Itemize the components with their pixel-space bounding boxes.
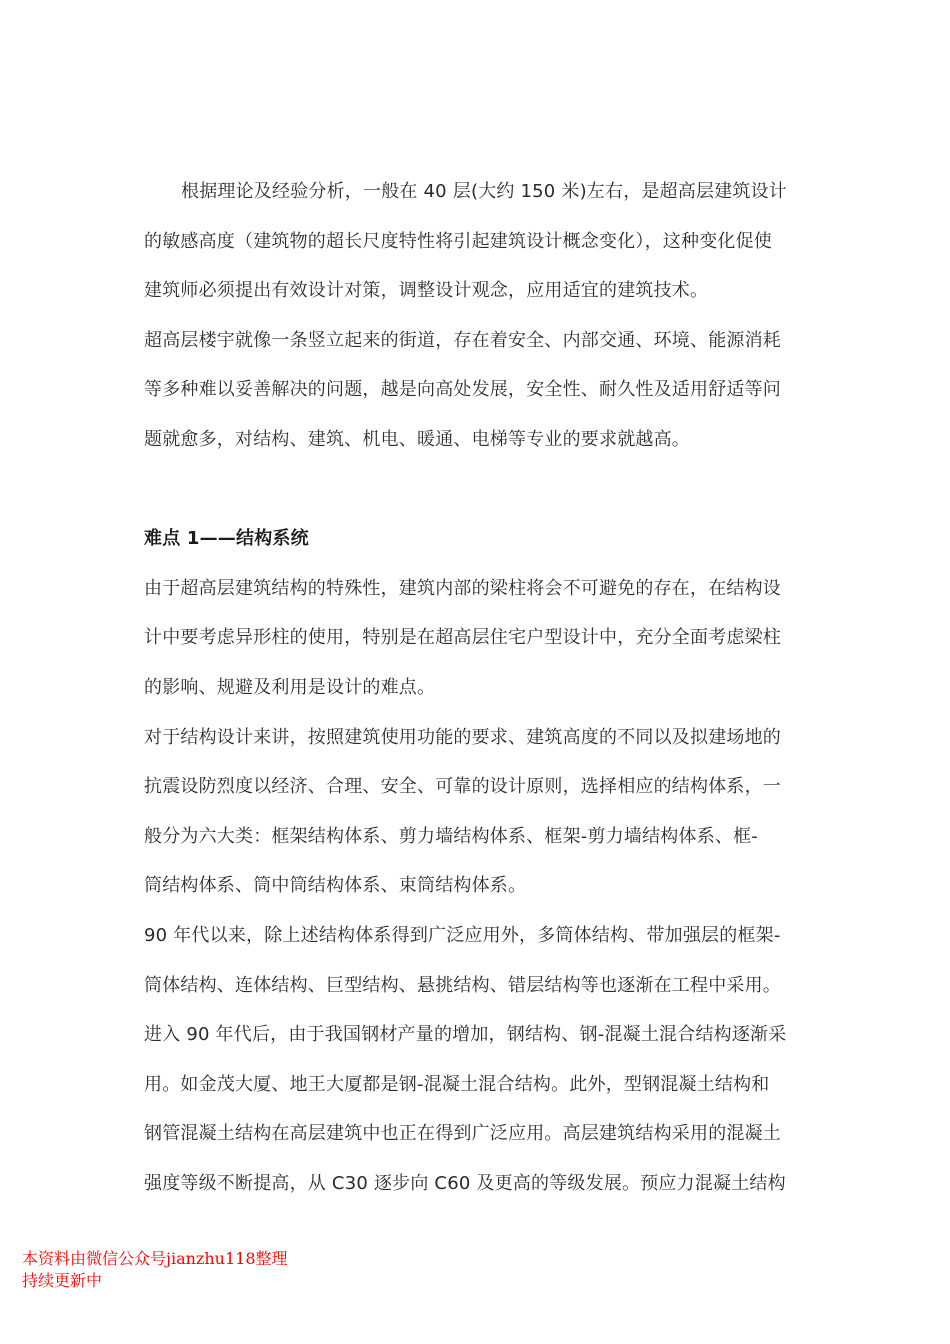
text-line: 由于超高层建筑结构的特殊性，建筑内部的梁柱将会不可避免的存在，在结构设 bbox=[144, 577, 781, 599]
text-line: 计中要考虑异形柱的使用，特别是在超高层住宅户型设计中，充分全面考虑梁柱 bbox=[144, 627, 781, 649]
section-heading: 难点 1——结构系统 bbox=[144, 528, 309, 550]
text-line: 筒体结构、连体结构、巨型结构、悬挑结构、错层结构等也逐渐在工程中采用。 bbox=[144, 974, 781, 996]
text-line: 建筑师必须提出有效设计对策，调整设计观念，应用适宜的建筑技术。 bbox=[144, 280, 709, 302]
watermark-line-2: 持续更新中 bbox=[22, 1271, 103, 1290]
text-line: 根据理论及经验分析，一般在 40 层(大约 150 米)左右，是超高层建筑设计 bbox=[181, 181, 787, 202]
text-line: 用。如金茂大厦、地王大厦都是钢-混凝土混合结构。此外，型钢混凝土结构和 bbox=[144, 1073, 770, 1095]
text-line: 的影响、规避及利用是设计的难点。 bbox=[144, 676, 436, 698]
text-line: 超高层楼宇就像一条竖立起来的街道，存在着安全、内部交通、环境、能源消耗 bbox=[144, 329, 781, 351]
text-line: 等多种难以妥善解决的问题，越是向高处发展，安全性、耐久性及适用舒适等问 bbox=[144, 379, 781, 401]
document-body bbox=[144, 170, 808, 1211]
watermark bbox=[22, 1248, 288, 1292]
text-line: 抗震设防烈度以经济、合理、安全、可靠的设计原则，选择相应的结构体系，一 bbox=[144, 776, 781, 798]
text-line: 强度等级不断提高，从 C30 逐步向 C60 及更高的等级发展。预应力混凝土结构 bbox=[144, 1172, 786, 1194]
text-line: 进入 90 年代后，由于我国钢材产量的增加，钢结构、钢-混凝土混合结构逐渐采 bbox=[144, 1024, 787, 1046]
blank-line bbox=[144, 468, 808, 518]
text-line: 90 年代以来，除上述结构体系得到广泛应用外，多筒体结构、带加强层的框架- bbox=[144, 924, 781, 946]
text-line: 钢管混凝土结构在高层建筑中也正在得到广泛应用。高层建筑结构采用的混凝土 bbox=[144, 1123, 781, 1145]
text-line: 般分为六大类：框架结构体系、剪力墙结构体系、框架-剪力墙结构体系、框- bbox=[144, 825, 758, 847]
watermark-line-1: 本资料由微信公众号jianzhu118整理 bbox=[22, 1249, 288, 1268]
text-line: 筒结构体系、筒中筒结构体系、束筒结构体系。 bbox=[144, 875, 527, 897]
text-line: 的敏感高度（建筑物的超长尺度特性将引起建筑设计概念变化），这种变化促使 bbox=[144, 230, 772, 252]
text-line: 题就愈多，对结构、建筑、机电、暖通、电梯等专业的要求就越高。 bbox=[144, 428, 690, 450]
text-line: 对于结构设计来讲，按照建筑使用功能的要求、建筑高度的不同以及拟建场地的 bbox=[144, 726, 781, 748]
